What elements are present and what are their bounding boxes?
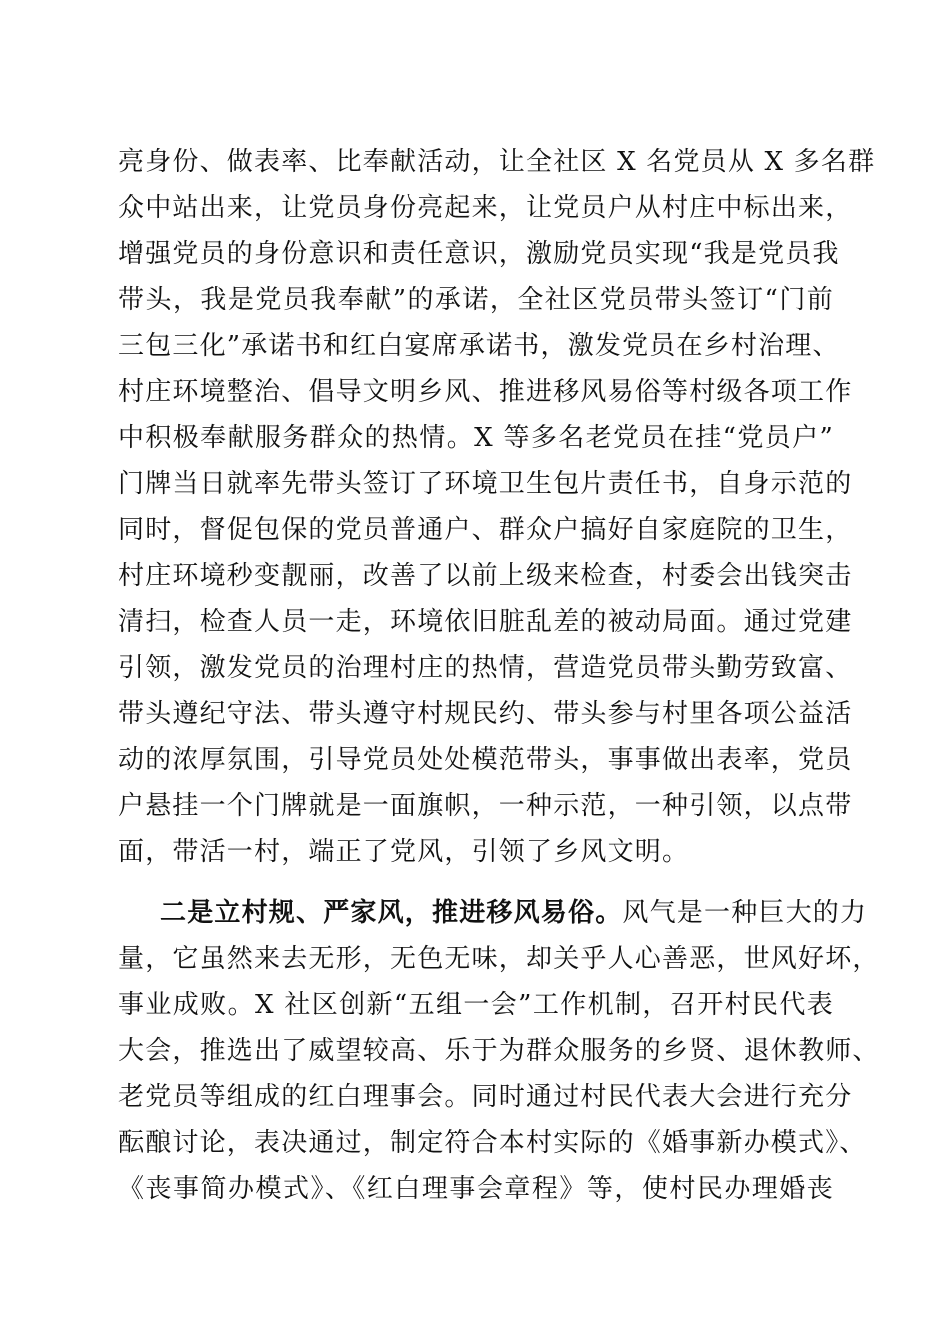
paragraph-first-line bbox=[118, 890, 868, 936]
text-line: 量，它虽然来去无形，无色无味，却关乎人心善恶，世风好坏， bbox=[118, 944, 880, 974]
paragraph-first-line-text: 风气是一种巨大的力 bbox=[622, 898, 868, 928]
text-line: 村庄环境整治、倡导文明乡风、推进移风易俗等村级各项工作 bbox=[118, 377, 853, 407]
text-line: 大会，推选出了威望较高、乐于为群众服务的乡贤、退休教师、 bbox=[118, 1036, 880, 1066]
text-line: 动的浓厚氛围，引导党员处处模范带头，事事做出表率，党员 bbox=[118, 745, 853, 775]
paragraph-spacing bbox=[118, 875, 834, 890]
text-line: 带头，我是党员我奉献”的承诺，全社区党员带头签订“门前 bbox=[118, 285, 834, 315]
text-line: 众中站出来，让党员身份亮起来，让党员户从村庄中标出来， bbox=[118, 193, 853, 223]
text-line: 面，带活一村，端正了党风，引领了乡风文明。 bbox=[118, 837, 690, 867]
text-line: 村庄环境秒变靓丽，改善了以前上级来检查，村委会出钱突击 bbox=[118, 561, 853, 591]
text-line: 门牌当日就率先带头签订了环境卫生包片责任书，自身示范的 bbox=[118, 469, 853, 499]
document-body bbox=[118, 139, 880, 1212]
text-line: 增强党员的身份意识和责任意识，激励党员实现“我是党员我 bbox=[118, 239, 840, 269]
text-line: 户悬挂一个门牌就是一面旗帜，一种示范，一种引领，以点带 bbox=[118, 791, 853, 821]
text-line: 酝酿讨论，表决通过，制定符合本村实际的《婚事新办模式》、 bbox=[118, 1128, 867, 1158]
text-line: 清扫，检查人员一走，环境依旧脏乱差的被动局面。通过党建 bbox=[118, 607, 853, 637]
paragraph-party-member-households bbox=[118, 139, 876, 875]
text-line: 三包三化”承诺书和红白宴席承诺书，激发党员在乡村治理、 bbox=[118, 331, 840, 361]
text-line: 亮身份、做表率、比奉献活动，让全社区 X 名党员从 X 多名群 bbox=[118, 147, 876, 177]
text-line: 同时，督促包保的党员普通户、群众户搞好自家庭院的卫生， bbox=[118, 515, 853, 545]
paragraph-heading: 二是立村规、严家风，推进移风易俗。 bbox=[160, 898, 623, 928]
text-line: 事业成败。X 社区创新“五组一会”工作机制，召开村民代表 bbox=[118, 990, 834, 1020]
paragraph-village-rules bbox=[118, 890, 880, 1212]
text-line: 《丧事简办模式》、《红白理事会章程》等，使村民办理婚丧 bbox=[118, 1174, 834, 1204]
text-line: 带头遵纪守法、带头遵守村规民约、带头参与村里各项公益活 bbox=[118, 699, 853, 729]
text-line: 中积极奉献服务群众的热情。X 等多名老党员在挂“党员户” bbox=[118, 423, 834, 453]
text-line: 老党员等组成的红白理事会。同时通过村民代表大会进行充分 bbox=[118, 1082, 853, 1112]
text-line: 引领，激发党员的治理村庄的热情，营造党员带头勤劳致富、 bbox=[118, 653, 853, 683]
